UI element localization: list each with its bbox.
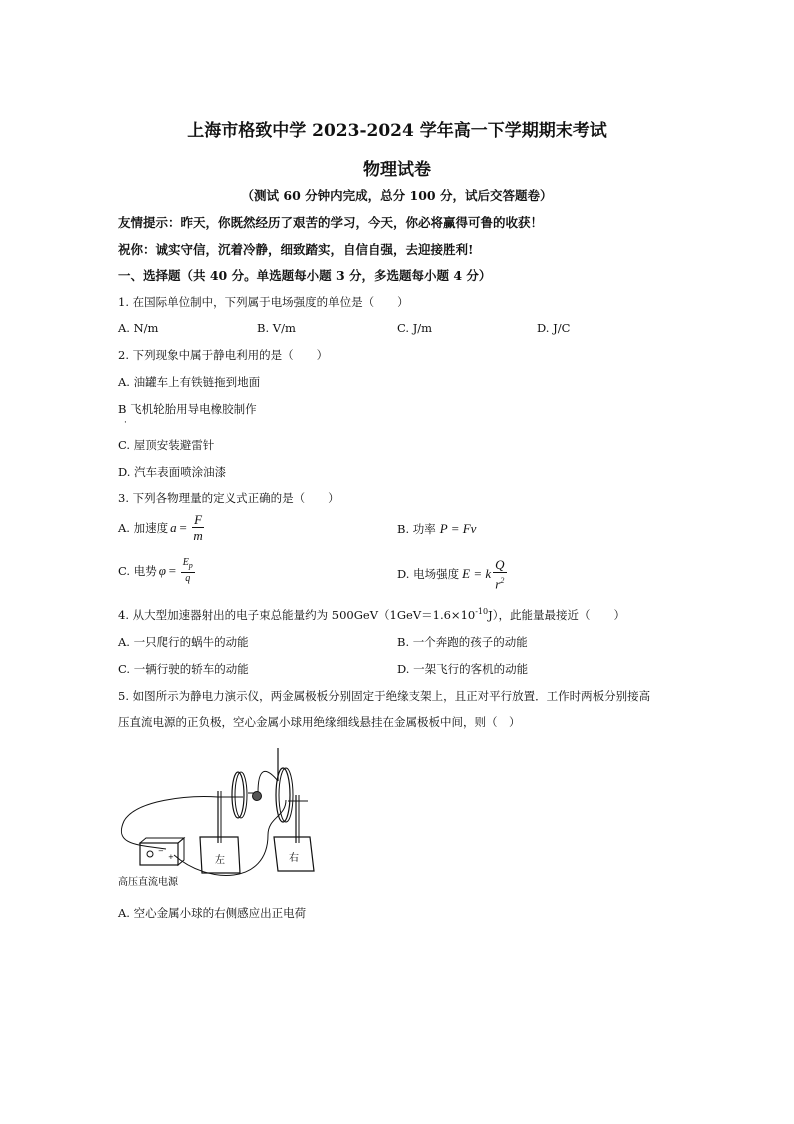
minus-terminal: −	[158, 847, 164, 855]
exam-title: 上海市格致中学 2023-2024 学年高一下学期期末考试	[187, 121, 607, 141]
q4-option-d: D. 一架飞行的客机的动能	[397, 662, 529, 676]
left-base-label: 左	[215, 855, 225, 866]
q4-stem-exponent: -10	[475, 607, 489, 617]
q5-stem-line1: 5. 如图所示为静电力演示仪，两金属极板分别固定于绝缘支架上，且正对平行放置．工作时两板分别接高	[118, 689, 651, 703]
wire-left	[121, 797, 218, 849]
q4-stem-part2: J），此能量最接近（ ）	[488, 608, 625, 622]
q4-option-a: A. 一只爬行的蜗牛的动能	[118, 635, 249, 649]
thread-arc	[258, 771, 278, 793]
q3-d-lhs: E = k	[462, 566, 492, 582]
q4-stem-part1: 4. 从大型加速器射出的电子束总能量约为 500GeV（1GeV＝1.6×10	[118, 608, 476, 622]
q3-b-formula: P = Fv	[439, 521, 477, 536]
wish-line: 祝你：诚实守信，沉着冷静，细致踏实，自信自强，去迎接胜利!	[118, 242, 474, 257]
metal-ball	[253, 792, 262, 801]
q1-option-a: A. N/m	[118, 321, 159, 335]
q2-option-d: D. 汽车表面喷涂油漆	[118, 465, 227, 479]
q3-stem: 3. 下列各物理量的定义式正确的是（ ）	[118, 491, 340, 505]
wire-right	[174, 800, 286, 875]
q3-d-denominator: r	[495, 576, 501, 592]
q3-c-label: C. 电势	[118, 564, 157, 578]
q2-option-b: B 飞机轮胎用导电橡胶制作	[118, 402, 257, 416]
q3-option-c: C. 电势 φ = $\frac{E_p}{q}$	[118, 557, 193, 584]
q2-stem: 2. 下列现象中属于静电利用的是（ ）	[118, 348, 329, 362]
q3-a-fraction	[191, 512, 204, 543]
q3-a-denominator: m	[193, 528, 203, 543]
q3-c-numerator: E	[182, 557, 189, 568]
q1-option-b: B. V/m	[257, 321, 296, 335]
q1-option-d: D. J/C	[537, 321, 571, 335]
q5-stem-line2: 压直流电源的正负极，空心金属小球用绝缘细线悬挂在金属极板中间，则（ ）	[118, 715, 521, 729]
left-plate	[232, 772, 244, 818]
plus-terminal: +	[168, 853, 174, 861]
q4-option-c: C. 一辆行驶的轿车的动能	[118, 662, 249, 676]
q1-stem: 1. 在国际单位制中，下列属于电场强度的单位是（ ）	[118, 295, 409, 309]
q3-a-label: A. 加速度	[118, 520, 169, 535]
q3-option-d	[397, 557, 509, 591]
q3-d-numerator: Q	[495, 557, 505, 572]
q3-c-numerator-sub: p	[188, 561, 193, 570]
q3-d-fraction	[493, 557, 506, 591]
q3-d-label: D. 电场强度	[397, 567, 460, 582]
q3-b-label: B. 功率	[397, 522, 436, 536]
exam-note: （测试 60 分钟内完成，总分 100 分，试后交答题卷）	[241, 188, 553, 203]
exam-subtitle: 物理试卷	[363, 160, 431, 180]
q3-c-lhs: φ	[158, 563, 166, 578]
q4-option-b: B. 一个奔跑的孩子的动能	[397, 635, 528, 649]
power-supply-label: 高压直流电源	[118, 877, 178, 888]
stray-dot: ·	[124, 418, 127, 428]
q3-c-fraction	[181, 557, 195, 585]
friendly-tip: 友情提示：昨天，你既然经历了艰苦的学习，今天，你必将赢得可鲁的收获！	[118, 215, 544, 230]
right-base-label: 右	[289, 853, 299, 864]
q2-option-a: A. 油罐车上有铁链拖到地面	[118, 375, 261, 389]
q5-option-a: A. 空心金属小球的右侧感应出正电荷	[118, 906, 307, 920]
q2-option-c: C. 屋顶安装避雷针	[118, 438, 215, 452]
q3-d-denominator-sup: 2	[500, 576, 505, 585]
right-plate	[276, 768, 290, 822]
power-dial-icon	[147, 851, 153, 857]
q1-option-c: C. J/m	[397, 321, 433, 335]
q3-a-lhs: a	[170, 519, 177, 535]
electrostatic-demo-figure	[118, 745, 348, 893]
section-heading: 一、选择题（共 40 分。单选题每小题 3 分，多选题每小题 4 分）	[118, 268, 492, 283]
q3-option-a: A. 加速度 a = $\frac{F}{m}$	[118, 512, 203, 543]
q3-a-numerator: F	[194, 512, 203, 527]
q3-c-denominator: q	[185, 573, 191, 584]
q4-stem	[118, 607, 625, 623]
q3-option-b	[397, 521, 476, 537]
